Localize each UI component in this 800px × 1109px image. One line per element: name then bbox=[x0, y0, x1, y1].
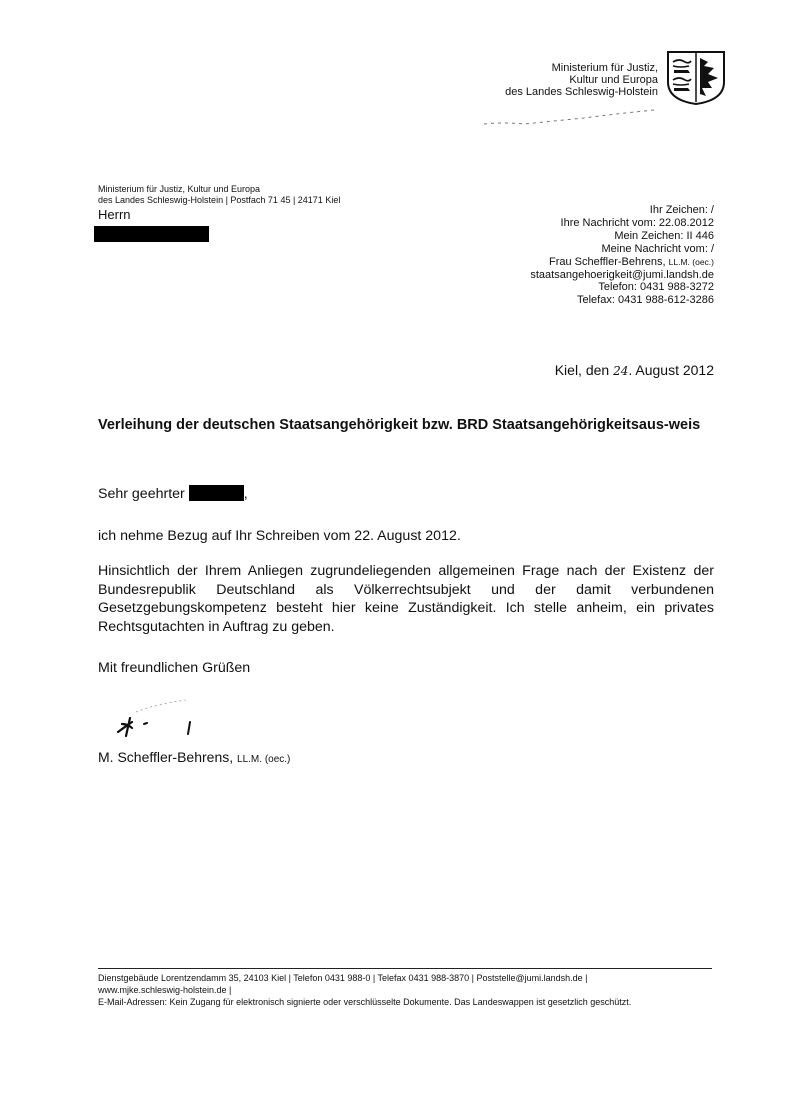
ministry-line-1: Ministerium für Justiz, bbox=[551, 62, 658, 74]
redacted-recipient-name bbox=[94, 226, 209, 242]
footer-line-1: Dienstgebäude Lorentzendamm 35, 24103 Kiel | Telefon 0431 988-0 | Telefax 0431 988-3870 | Poststelle@jumi.landsh.de | bbox=[98, 973, 588, 983]
letter-date bbox=[500, 362, 714, 378]
mein-zeichen: Mein Zeichen: II 446 bbox=[614, 229, 714, 242]
coat-of-arms-icon bbox=[664, 48, 728, 106]
date-suffix: . August 2012 bbox=[628, 362, 714, 378]
signer-name: M. Scheffler-Behrens, bbox=[98, 749, 234, 765]
date-day-handwritten: 24 bbox=[613, 364, 629, 378]
contact-name: Frau Scheffler-Behrens, bbox=[549, 255, 666, 268]
redacted-salutation-name bbox=[189, 485, 244, 501]
footer-divider bbox=[98, 968, 712, 969]
ihr-zeichen: Ihr Zeichen: / bbox=[649, 204, 714, 216]
footer-line-2: www.mjke.schleswig-holstein.de | bbox=[98, 985, 232, 995]
recipient-salutation: Herrn bbox=[98, 207, 131, 222]
return-address bbox=[98, 184, 340, 206]
paragraph-2: Hinsichtlich der Ihrem Anliegen zugrundeliegenden allgemeinen Frage nach der Existenz der Bundesrepublik Deutschland als Völkerrechtsubjekt und der damit verbundenen Gesetzgebungskompetenz besteht hier keine Zuständigkeit. Ich stelle anheim, ein privates Rechtsgutachten in Auftrag zu geben. bbox=[98, 563, 714, 635]
return-address-line-1: Ministerium für Justiz, Kultur und Europa bbox=[98, 184, 261, 194]
ministry-header bbox=[440, 62, 658, 98]
meine-nachricht: Meine Nachricht vom: / bbox=[601, 242, 714, 255]
closing: Mit freundlichen Grüßen bbox=[98, 660, 251, 676]
salutation-prefix: Sehr geehrter bbox=[98, 486, 185, 502]
signer bbox=[98, 749, 290, 765]
contact-title: LL.M. (oec.) bbox=[668, 256, 714, 267]
date-prefix: Kiel, den bbox=[554, 362, 610, 378]
handwritten-mark bbox=[482, 104, 662, 132]
letter-subject: Verleihung der deutschen Staatsangehörigkeit bzw. BRD Staatsangehörigkeitsaus-weis bbox=[98, 417, 701, 433]
signer-title: LL.M. (oec.) bbox=[237, 754, 291, 765]
ministry-line-2: Kultur und Europa bbox=[569, 74, 658, 86]
salutation-suffix: , bbox=[243, 486, 248, 502]
contact-phone: Telefon: 0431 988-3272 bbox=[598, 281, 714, 294]
reference-block bbox=[470, 204, 714, 307]
footer bbox=[98, 972, 718, 1008]
ihre-nachricht: Ihre Nachricht vom: 22.08.2012 bbox=[560, 216, 714, 229]
contact-email: staatsangehoerigkeit@jumi.landsh.de bbox=[530, 268, 714, 281]
contact-person bbox=[470, 256, 714, 269]
paragraph-1: ich nehme Bezug auf Ihr Schreiben vom 22. August 2012. bbox=[98, 528, 461, 544]
handwritten-signature bbox=[106, 694, 216, 744]
ministry-line-3: des Landes Schleswig-Holstein bbox=[505, 86, 658, 98]
footer-line-3: E-Mail-Adressen: Kein Zugang für elektronisch signierte oder verschlüsselte Dokumente. Das Landeswappen ist gesetzlich geschützt. bbox=[98, 997, 632, 1007]
salutation bbox=[98, 485, 714, 504]
contact-fax: Telefax: 0431 988-612-3286 bbox=[577, 294, 714, 307]
return-address-line-2: des Landes Schleswig-Holstein | Postfach 71 45 | 24171 Kiel bbox=[98, 195, 341, 205]
